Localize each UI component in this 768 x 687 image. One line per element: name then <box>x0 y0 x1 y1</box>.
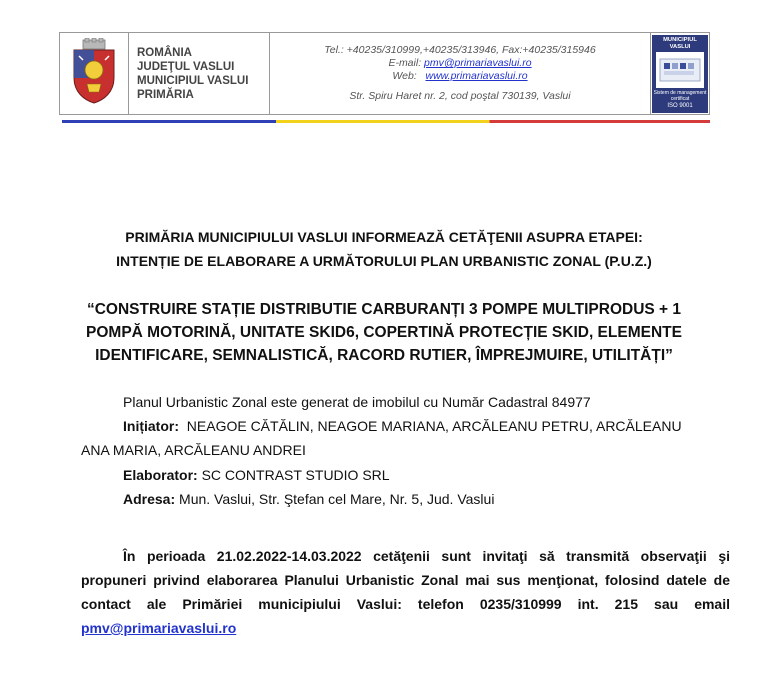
email-line <box>270 57 650 70</box>
initiator-line-1 <box>123 418 682 434</box>
initiator-label: Inițiator: <box>123 418 179 434</box>
org-line-municipality: MUNICIPIUL VASLUI <box>137 74 249 87</box>
notice-heading-line-2: INTENȚIE DE ELABORARE A URMĂTORULUI PLAN URBANISTIC ZONAL (P.U.Z.) <box>116 253 652 269</box>
org-line-city-hall: PRIMĂRIA <box>137 88 194 101</box>
web-line <box>270 70 650 83</box>
coat-of-arms-icon <box>69 38 119 104</box>
certification-cell <box>651 33 710 115</box>
cadastral-line: Planul Urbanistic Zonal este generat de imobilul cu Număr Cadastral 84977 <box>123 394 591 410</box>
initiator-line-2: ANA MARIA, ARCĂLEANU ANDREI <box>81 442 306 458</box>
crest-cell <box>60 33 129 115</box>
consultation-paragraph <box>81 544 730 640</box>
elaborator-label: Elaborator: <box>123 467 198 483</box>
elaborator-line <box>123 467 390 483</box>
certification-badge <box>652 35 708 113</box>
consultation-text: În perioada 21.02.2022-14.03.2022 cetăţenii sunt invitaţi să transmită observaţii şi propuneri privind elaborarea Planului Urbanistic Zonal mai sus menţionat, folosind datele de contact ale Primăriei municipiului Vaslui: telefon 0235/310999 int. 215 sau email <box>81 548 730 612</box>
initiator-names-1: NEAGOE CĂTĂLIN, NEAGOE MARIANA, ARCĂLEANU PETRU, ARCĂLEANU <box>186 418 682 434</box>
project-title-line-3: IDENTIFICARE, SEMNALISTICĂ, RACORD RUTIER, ÎMPREJMUIRE, UTILITĂȚI” <box>95 347 673 364</box>
letterhead-table <box>59 32 710 115</box>
notice-heading-line-1: PRIMĂRIA MUNICIPIULUI VASLUI INFORMEAZĂ CETĂŢENII ASUPRA ETAPEI: <box>125 229 643 245</box>
elaborator-value: SC CONTRAST STUDIO SRL <box>201 467 390 483</box>
email-link[interactable]: pmv@primariavaslui.ro <box>424 57 532 69</box>
cert-iso-label: ISO 9001 <box>667 103 693 110</box>
web-label: Web: <box>392 70 417 82</box>
contact-cell <box>270 33 651 115</box>
project-title-line-2: POMPĂ MOTORINĂ, UNITATE SKID6, COPERTINĂ PROTECȚIE SKID, ELEMENTE <box>86 324 682 341</box>
web-link[interactable]: www.primariavaslui.ro <box>425 70 528 82</box>
org-line-country: ROMÂNIA <box>137 46 192 59</box>
address-line: Str. Spiru Haret nr. 2, cod poştal 730139, Vaslui <box>349 90 571 102</box>
email-label: E-mail: <box>388 57 422 69</box>
address-value: Mun. Vaslui, Str. Ştefan cel Mare, Nr. 5, Jud. Vaslui <box>179 491 495 507</box>
project-title-line-1: “CONSTRUIRE STAȚIE DISTRIBUTIE CARBURANȚI 3 POMPE MULTIPRODUS + 1 <box>86 301 682 318</box>
cert-top-label: MUNICIPIUL VASLUI <box>663 36 697 50</box>
org-line-county: JUDEŢUL VASLUI <box>137 60 235 73</box>
consultation-email-link[interactable]: pmv@primariavaslui.ro <box>81 620 237 636</box>
cert-system-label: Sistem de management certificat <box>653 89 707 102</box>
phone-line: Tel.: +40235/310999,+40235/313946, Fax:+40235/315946 <box>324 44 596 56</box>
certind-logo-icon <box>656 52 704 88</box>
address-label: Adresa: <box>123 491 176 507</box>
tricolor-divider <box>62 120 710 123</box>
org-title-cell <box>129 33 270 115</box>
address-detail-line <box>123 491 494 507</box>
